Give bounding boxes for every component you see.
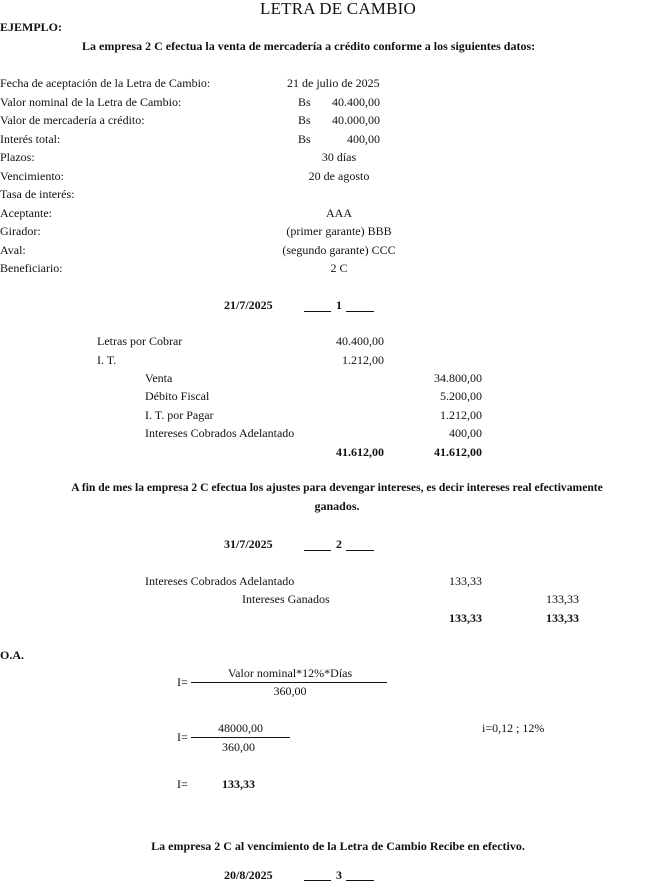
entry-number-line-left: [304, 550, 331, 551]
formula-numerator: 48000,00: [218, 721, 263, 735]
debit-account: Intereses Cobrados Adelantado: [145, 574, 295, 588]
data-label: Vencimiento:: [0, 169, 64, 183]
document-title: LETRA DE CAMBIO: [260, 0, 416, 18]
data-label: Fecha de aceptación de la Letra de Cambio:: [0, 76, 211, 90]
entry-number-line-left: [304, 311, 331, 312]
data-label: Interés total:: [0, 132, 61, 146]
credit-account: Débito Fiscal: [145, 389, 210, 403]
adjustment-note-line1: A fin de mes la empresa 2 C efectua los ajustes para devengar intereses, es decir intereses real efectivamente: [71, 481, 603, 494]
data-value: 20 de agosto: [308, 169, 370, 183]
total-credit: 133,33: [546, 611, 579, 625]
debit-account: I. T.: [97, 353, 117, 367]
formula-lhs: I=: [177, 730, 188, 744]
formula-denominator: 360,00: [273, 684, 307, 698]
credit-amount: 5.200,00: [440, 389, 482, 403]
data-label: Tasa de interés:: [0, 187, 75, 201]
currency-label: Bs: [298, 113, 311, 127]
credit-amount: 34.800,00: [434, 371, 482, 385]
data-value: 400,00: [347, 132, 380, 146]
data-value: 21 de julio de 2025: [287, 76, 380, 90]
credit-account: Venta: [145, 371, 173, 385]
debit-amount: 1.212,00: [342, 353, 384, 367]
data-label: Valor de mercadería a crédito:: [0, 113, 145, 127]
calc-label: O.A.: [0, 648, 24, 662]
credit-account: Intereses Ganados: [242, 592, 330, 606]
data-label: Aceptante:: [0, 206, 52, 220]
entry2-number: 2: [336, 537, 342, 551]
debit-amount: 133,33: [449, 574, 482, 588]
credit-account: Intereses Cobrados Adelantado: [145, 426, 295, 440]
rate-note: i=0,12 ; 12%: [482, 721, 545, 735]
data-value: 30 días: [321, 150, 357, 164]
entry-number-line-left: [304, 880, 331, 881]
entry-number-line-right: [346, 550, 374, 551]
data-label: Plazos:: [0, 150, 35, 164]
entry2-date: 31/7/2025: [224, 537, 273, 551]
credit-amount: 1.212,00: [440, 408, 482, 422]
credit-account: I. T. por Pagar: [145, 408, 214, 422]
data-value: (primer garante) BBB: [286, 224, 392, 238]
fraction-bar: [191, 682, 387, 683]
entry-number-line-right: [346, 880, 374, 881]
data-value: 2 C: [330, 261, 348, 275]
currency-label: Bs: [298, 95, 311, 109]
data-label: Aval:: [0, 243, 26, 257]
result-lhs: I=: [177, 777, 188, 791]
data-value: AAA: [326, 206, 352, 220]
entry3-date: 20/8/2025: [224, 868, 273, 882]
entry3-number: 3: [336, 868, 342, 882]
formula-numerator: Valor nominal*12%*Días: [227, 666, 353, 680]
data-label: Beneficiario:: [0, 261, 63, 275]
total-debit: 41.612,00: [336, 445, 384, 459]
intro-text: La empresa 2 C efectua la venta de mercadería a crédito conforme a los siguientes datos:: [82, 39, 536, 53]
data-label: Valor nominal de la Letra de Cambio:: [0, 95, 182, 109]
adjustment-note-line2: ganados.: [314, 499, 360, 513]
entry-number-line-right: [346, 311, 374, 312]
total-debit: 133,33: [449, 611, 482, 625]
data-value: (segundo garante) CCC: [282, 243, 396, 257]
result-value: 133,33: [222, 777, 255, 791]
fraction-bar: [191, 737, 290, 738]
example-label: EJEMPLO:: [0, 20, 62, 34]
entry1-number: 1: [336, 298, 342, 312]
entry1-date: 21/7/2025: [224, 298, 273, 312]
data-value: 40.000,00: [332, 113, 380, 127]
formula-lhs: I=: [177, 675, 188, 689]
currency-label: Bs: [298, 132, 311, 146]
maturity-note: La empresa 2 C al vencimiento de la Letra de Cambio Recibe en efectivo.: [151, 839, 525, 853]
debit-account: Letras por Cobrar: [97, 334, 183, 348]
debit-amount: 40.400,00: [336, 334, 384, 348]
credit-amount: 400,00: [449, 426, 482, 440]
data-label: Girador:: [0, 224, 41, 238]
credit-amount: 133,33: [546, 592, 579, 606]
formula-denominator: 360,00: [222, 740, 255, 754]
data-value: 40.400,00: [332, 95, 380, 109]
total-credit: 41.612,00: [434, 445, 482, 459]
